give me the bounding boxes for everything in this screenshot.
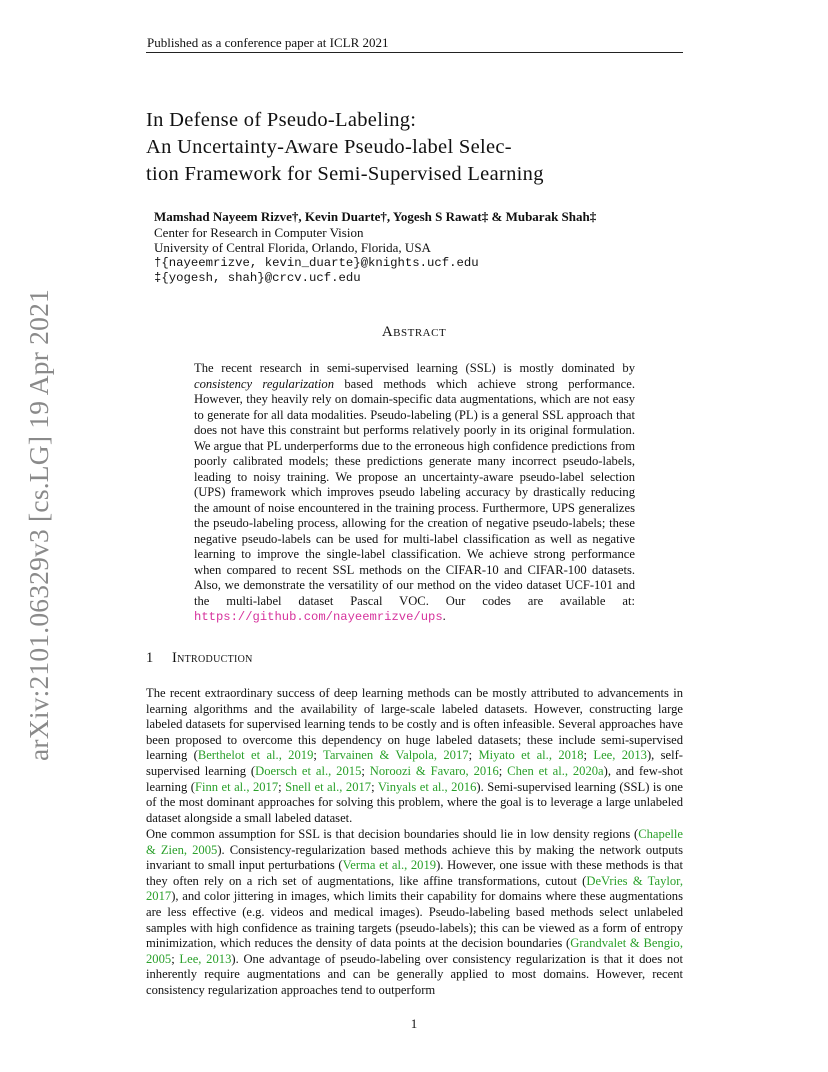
citation-link[interactable]: DeVries & Taylor, 2017 [146, 873, 684, 904]
separator: ; [468, 748, 479, 763]
paper-title [146, 107, 706, 188]
para-text: The recent extraordinary success of deep learning methods can be mostly attributed to advancements in learning algorithms and the availability of large-scale labeled datasets. However, constructing large labeled datasets for supervised learning tends to be costly and is often infeasible. Several approaches have been proposed to overcome this dependency on huge labeled datasets; these include semi-supervised learning ( [146, 686, 683, 763]
email-line-1: †{nayeemrizve, kevin_duarte}@knights.ucf.edu [154, 255, 479, 270]
citation-link[interactable]: Miyato et al., 2018 [478, 748, 584, 763]
page-number: 1 [410, 1016, 418, 1031]
citation-link[interactable]: Berthelot et al., 2019 [197, 748, 314, 763]
section-title: Introduction [172, 650, 253, 666]
citation-link[interactable]: Chen et al., 2020a [507, 763, 604, 778]
running-header: Published as a conference paper at ICLR 2021 [147, 35, 389, 50]
separator: ; [313, 748, 323, 763]
citation-link[interactable]: Noroozi & Favaro, 2016 [369, 763, 499, 778]
affiliation-line-2: University of Central Florida, Orlando, Florida, USA [154, 240, 431, 255]
citation-link[interactable]: Doersch et al., 2015 [255, 763, 362, 778]
intro-paragraph-1 [146, 686, 683, 826]
citation-link[interactable]: Lee, 2013 [593, 748, 647, 763]
affiliation-line-1: Center for Research in Computer Vision [154, 224, 364, 240]
abstract-heading: Abstract [381, 324, 447, 340]
para-text: ). One advantage of pseudo-labeling over consistency regularization is that it does not inherently require augmentations and can be generally applied to most domains. However, recent consistency regularization approaches tend to outperform [146, 951, 683, 997]
separator: ; [278, 779, 286, 794]
citation-link[interactable]: Grandvalet & Bengio, 2005 [146, 936, 683, 966]
intro-paragraph-2 [146, 827, 683, 999]
citation-link[interactable]: Chapelle & Zien, 2005 [146, 827, 683, 857]
para-text: ), and few-shot learning ( [146, 763, 684, 794]
code-url-link[interactable]: https://github.com/nayeemrizve/ups [194, 610, 443, 624]
title-line-3: tion Framework for Semi-Supervised Learning [146, 163, 544, 185]
section-number: 1 [146, 650, 154, 666]
separator: ; [583, 748, 594, 763]
arxiv-stamp [24, 290, 54, 760]
para-text: ). Semi-supervised learning (SSL) is one of the most dominant approaches for solving this problem, where the goal is to leverage a large unlabeled dataset alongside a small labeled dataset. [146, 779, 683, 825]
author-block [154, 209, 596, 287]
arxiv-id: arXiv:2101.06329v3 [cs.LG] 19 Apr 2021 [23, 289, 54, 761]
header-rule [146, 52, 683, 53]
separator: ; [171, 951, 180, 966]
separator: ; [371, 779, 378, 794]
citation-link[interactable]: Snell et al., 2017 [285, 779, 372, 794]
para-text: ). However, one issue with these methods is that they often rely on a rich set of augmentations, like affine transformations, cutout ( [146, 858, 683, 888]
para-text: One common assumption for SSL is that decision boundaries should lie in low density regions ( [146, 827, 639, 841]
citation-link[interactable]: Lee, 2013 [179, 951, 232, 966]
title-line-2: An Uncertainty-Aware Pseudo-label Selec- [146, 136, 512, 158]
title-line-1: In Defense of Pseudo-Labeling: [146, 109, 417, 131]
separator: ; [361, 763, 370, 778]
citation-link[interactable]: Finn et al., 2017 [194, 779, 279, 794]
abstract-text: based methods which achieve strong performance. However, they heavily rely on domain-specific data augmentations, which are not easy to generate for all data modalities. Pseudo-labeling (PL) is a general SSL approach that does not have this constraint but performs relatively poorly in its original formulation. We argue that PL underperforms due to the erroneous high confidence predictions from poorly calibrated models; these predictions generate many incorrect pseudo-labels, leading to noisy training. We propose an uncertainty-aware pseudo-label selection (UPS) framework which improves pseudo labeling accuracy by drastically reducing the amount of noise encountered in the training process. Furthermore, UPS generalizes the pseudo-labeling process, allowing for the creation of negative pseudo-labels; these negative pseudo-labels can be used for multi-label classification as well as negative learning to improve the single-label classification. We achieve strong performance when compared to recent SSL methods on the CIFAR-10 and CIFAR-100 datasets. Also, we demonstrate the versatility of our method on the video dataset UCF-101 and the multi-label dataset Pascal VOC. Our codes are available at: [194, 376, 635, 608]
separator: ; [498, 763, 508, 778]
abstract-intro: The recent research in semi-supervised learning (SSL) is mostly dominated by [194, 361, 635, 375]
citation-link[interactable]: Tarvainen & Valpola, 2017 [323, 748, 469, 763]
abstract-emphasis: consistency regularization [194, 376, 335, 391]
para-text: ), and color jittering in images, which limits their capability for domains where these augmentations are less effective (e.g. videos and medical images). Pseudo-labeling based methods select unlabeled samples with high confidence as training targets (pseudo-labels); this can be viewed as a form of entropy minimization, which reduces the density of data points at the decision boundaries ( [146, 889, 683, 951]
email-line-2: ‡{yogesh, shah}@crcv.ucf.edu [154, 271, 361, 285]
citation-link[interactable]: Verma et al., 2019 [342, 858, 437, 873]
abstract-end: . [442, 609, 446, 623]
citation-link[interactable]: Vinyals et al., 2016 [377, 779, 477, 794]
author-names: Mamshad Nayeem Rizve†, Kevin Duarte†, Yogesh S Rawat‡ & Mubarak Shah‡ [154, 209, 597, 224]
para-text: ), self-supervised learning ( [146, 748, 684, 778]
abstract-body [194, 361, 635, 626]
section-heading [146, 650, 253, 667]
para-text: ). Consistency-regularization based methods achieve this by making the network outputs invariant to small input perturbations ( [146, 842, 684, 873]
